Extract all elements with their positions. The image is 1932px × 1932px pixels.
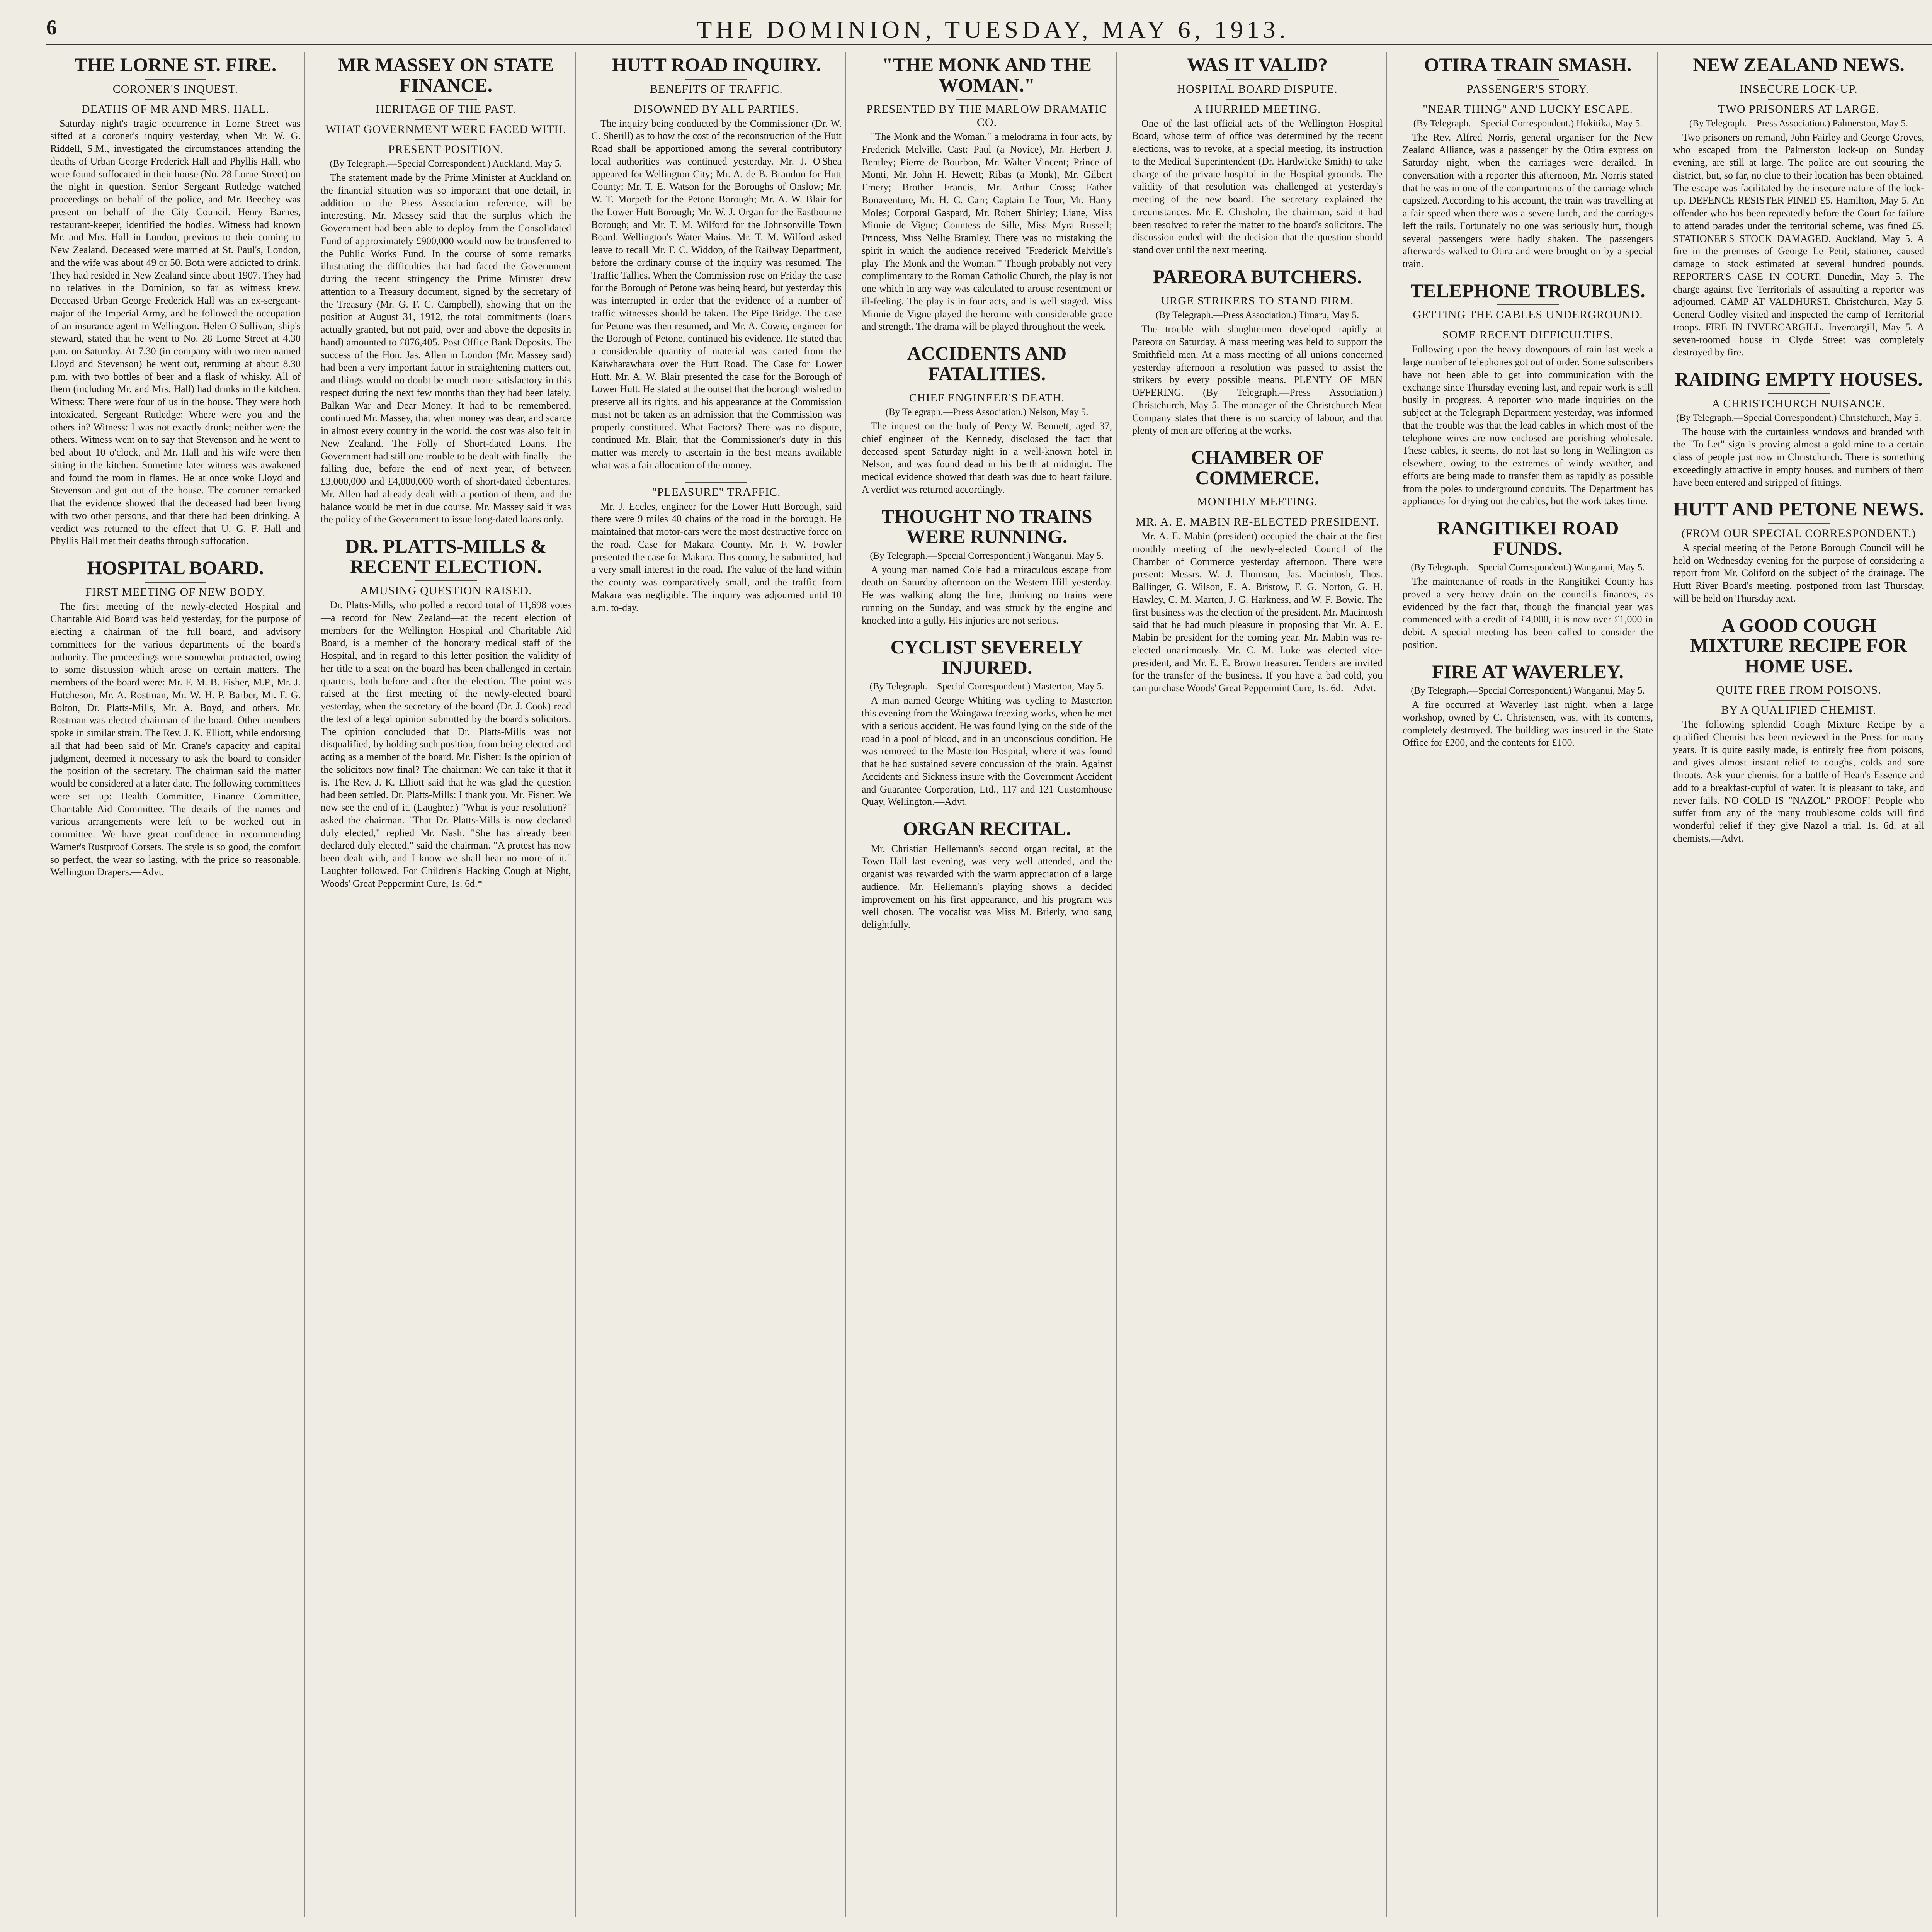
article-subheading: MR. A. E. MABIN RE-ELECTED PRESIDENT. — [1135, 515, 1379, 528]
article-headline: A GOOD COUGH MIXTURE RECIPE FOR HOME USE. — [1690, 614, 1907, 677]
article-subheading: DEATHS OF MR AND MRS. HALL. — [81, 102, 270, 116]
article — [862, 54, 1112, 333]
article-byline: (By Telegraph.—Special Correspondent.) Wanganui, May 5. — [1411, 685, 1645, 696]
divider-rule — [685, 482, 747, 483]
article-subheading: AMUSING QUESTION RAISED. — [360, 584, 532, 597]
article — [1403, 518, 1653, 651]
divider-rule — [145, 582, 206, 583]
article-headline: THOUGHT NO TRAINS WERE RUNNING. — [881, 505, 1092, 547]
article-subheading: PASSENGER'S STORY. — [1466, 82, 1589, 95]
divider-rule — [1768, 523, 1830, 524]
article-body: The Rev. Alfred Norris, general organiser for the New Zealand Alliance, was a passenger by the Otira express on Saturday night, when the carriages were derailed. In conversation with a reporter this afternoon, Mr. Norris stated that he was in one of the compartments of the carriage which capsized. According to his account, the train was travelling at a fair speed when there was a severe lurch, and the carriages left the rails. Fortunately no one was seriously hurt, though several passengers were badly shaken. The passengers afterwards walked to Otira and were brought on by a special train. — [1403, 131, 1653, 269]
article — [1403, 54, 1653, 270]
article-subheading: HERITAGE OF THE PAST. — [376, 103, 516, 116]
column-1 — [46, 52, 305, 1917]
article — [591, 482, 842, 614]
divider-rule — [685, 79, 747, 80]
article-headline: HUTT ROAD INQUIRY. — [612, 54, 821, 75]
article-subheading: DISOWNED BY ALL PARTIES. — [634, 102, 799, 116]
article-headline: RAIDING EMPTY HOUSES. — [1675, 368, 1923, 390]
divider-rule — [1768, 79, 1830, 80]
article-body: The house with the curtainless windows and branded with the "To Let" sign is proving almost a gold mine to a certain class of people just now in Christchurch. There is something exceedingly attractive in empty houses, and numbers of them have been entered and stripped of fittings. — [1673, 426, 1924, 488]
article-body: The inquest on the body of Percy W. Bennett, aged 37, chief engineer of the Kennedy, disclosed the fact that deceased spent Saturday night in a well-known hotel in Nelson, and was found dead in his berth at midnight. The medical evidence showed that death was due to heart failure. A verdict was returned accordingly. — [862, 420, 1112, 495]
article-body: The inquiry being conducted by the Commissioner (Dr. W. C. Sherill) as to how the cost of the reconstruction of the Hutt Road shall be apportioned among the several contributory local authorities was continued yesterday. Mr. J. O'Shea appeared for Wellington City; Mr. A. de B. Brandon for Hutt County; Mr. T. E. Watson for the Boroughs of Onslow; Mr. W. T. Morpeth for the Petone Borough; Mr. A. W. Blair for the Lower Hutt Borough; Mr. W. J. Organ for the Eastbourne Borough; and Mr. T. M. Wilford for the Johnsonville Town Board. Wellington's Water Mains. Mr. T. M. Wilford asked leave to recall Mr. F. C. Widdop, of the Railway Department, before the ordinary course of the inquiry was resumed. The Traffic Tallies. When the Commission rose on Friday the case for the Borough of Petone was being heard, but yesterday this was interrupted in order that the evidence of a number of traffic witnesses should be taken. The Pipe Bridge. The case for Petone was then resumed, and Mr. A. Cowie, engineer for the Borough of Petone, continued his evidence. He stated that a considerable quantity of material was carted from the Kaiwharawhara over the Hutt Road. The Case for Lower Hutt. Mr. A. W. Blair presented the case for the Borough of Lower Hutt. He stated at the outset that the borough wished to preserve all its rights, and his appearance at the Commission must not be taken as an admission that the Commission was properly constituted. What Factors? There was no dispute, continued Mr. Blair, that the Commissioner's duty in this matter was merely to ascertain in the best means available what was a fair allocation of the money. — [591, 117, 842, 471]
divider-rule — [1226, 99, 1288, 100]
article-body: Mr. Christian Hellemann's second organ recital, at the Town Hall last evening, was very well attended, and the organist was rewarded with the warm appreciation of a large audience. Mr. Hellemann's playing shows a decided improvement on his first appearance, and his program was well chosen. The vocalist was Miss M. Brierly, who sang delightfully. — [862, 843, 1112, 930]
article-body: Two prisoners on remand, John Fairley and George Groves, who escaped from the Palmerston lock-up on Sunday evening, are still at large. The police are out scouring the district, but, so far, no clue to their location has been obtained. The escape was facilitated by the insecure nature of the lock-up. DEFENCE RESISTER FINED £5. Hamilton, May 5. An offender who has been repeatedly before the Court for failure to attend parades under the territorial scheme, was fined £5. STATIONER'S STOCK DAMAGED. Auckland, May 5. A fire in the premises of George Le Petit, stationer, caused damage to stock estimated at several hundred pounds. REPORTER'S CASE IN COURT. Dunedin, May 5. The charge against five Territorials of assaulting a reporter was adjourned. CAMP AT VALDHURST. Christchurch, May 5. General Godley visited and inspected the camp of Territorial troops. FIRE IN INVERCARGILL. Invercargill, May 5. A seven-roomed house in Clyde Street was completely destroyed by fire. — [1673, 131, 1924, 358]
article — [321, 536, 571, 890]
article — [1403, 281, 1653, 508]
article-headline: OTIRA TRAIN SMASH. — [1424, 54, 1632, 75]
article-headline: MR MASSEY ON STATE FINANCE. — [338, 54, 554, 96]
article-subheading: PRESENTED BY THE MARLOW DRAMATIC CO. — [866, 103, 1107, 129]
article-subheading: CORONER'S INQUEST. — [112, 82, 238, 95]
article-byline: (By Telegraph.—Special Correspondent.) Christchurch, May 5. — [1676, 412, 1922, 423]
article — [50, 558, 301, 879]
newspaper-title: THE DOMINION, TUESDAY, MAY 6, 1913. — [697, 16, 1289, 43]
column-3 — [587, 52, 846, 1917]
article-body: The trouble with slaughtermen developed rapidly at Pareora on Saturday. A mass meeting was held to support the Smithfield men. At a mass meeting of all unions concerned yesterday afternoon a resolution was passed to assist the strikers by every possible means. PLENTY OF MEN OFFERING. (By Telegraph.—Press Association.) Christchurch, May 5. The manager of the Christchurch Meat Company states that there is no scarcity of labour, and that plenty of men are offering at the works. — [1132, 323, 1383, 436]
article — [1132, 447, 1383, 695]
article-subheading: INSECURE LOCK-UP. — [1740, 82, 1858, 95]
divider-rule — [1768, 99, 1830, 100]
column-4 — [858, 52, 1117, 1917]
article-body: One of the last official acts of the Wellington Hospital Board, whose term of office was determined by the recent elections, was to revoke, at a special meeting, its instruction to the Medical Superintendent (Dr. Hardwicke Smith) to take charge of the private hospital in the Hospital grounds. The validity of that resolution was challenged at yesterday's meeting of the new board. The secretary explained the circumstances. Mr. E. Chisholm, the chairman, said it had been resolved to refer the matter to the board's solicitors. The discussion ended with the decision that the question should stand over until the next meeting. — [1132, 117, 1383, 255]
divider-rule — [415, 580, 477, 581]
article-subheading: URGE STRIKERS TO STAND FIRM. — [1161, 294, 1354, 308]
divider-rule — [145, 79, 206, 80]
article-subheading: "PLEASURE" TRAFFIC. — [652, 485, 781, 498]
article — [1132, 267, 1383, 437]
divider-rule — [1497, 304, 1559, 305]
article-headline: PAREORA BUTCHERS. — [1153, 265, 1362, 287]
article-body: Mr. J. Eccles, engineer for the Lower Hutt Borough, said there were 9 miles 40 chains of the road in the borough. He maintained that motor-cars were the most destructive force on the road. Case for Makara County. Mr. F. W. Fowler presented the case for Makara. This county, he submitted, had a very small interest in the road. The value of the land within the county was comparatively small, and the traffic from Makara was negligible. The inquiry was adjourned until 10 a.m. to-day. — [591, 500, 842, 613]
article — [1132, 54, 1383, 257]
article-byline: (By Telegraph.—Special Correspondent.) Auckland, May 5. — [330, 158, 562, 169]
article-subheading: BY A QUALIFIED CHEMIST. — [1721, 704, 1876, 716]
article-subheading: CHIEF ENGINEER'S DEATH. — [909, 391, 1065, 404]
divider-rule — [956, 99, 1018, 100]
article-body: The maintenance of roads in the Rangitikei County has proved a very heavy drain on the council's finances, as evidenced by the fact that, though the financial year was commenced with a credit of £4,000, it is now over £1,000 in debit. A special meeting has been called to consider the position. — [1403, 576, 1653, 650]
article-subheading: BENEFITS OF TRAFFIC. — [650, 82, 783, 95]
masthead — [46, 15, 1932, 45]
article-subheading: PRESENT POSITION. — [388, 143, 504, 156]
article — [1673, 369, 1924, 489]
article-body: "The Monk and the Woman," a melodrama in four acts, by Frederick Melville. Cast: Paul (a Novice), Mr. Herbert J. Bentley; Pierre de Bourbon, Mr. Walter Vincent; Prince of Monti, Mr. John H. Hewett; Ribas (a Monk), Mr. Gilbert Emery; Brother Francis, Mr. Arthur Cross; Father Bonaventure, Mr. H. C. Carr; Captain Le Tour, Mr. Harry Moles; Corporal Gaspard, Mr. Robert Shirley; Liane, Miss Minnie de Vigne; Countess de Sille, Miss Myra Russell; Princess, Miss Nellie Bramley. There was no mistaking the spirit in which the audience received "Frederick Melville's play 'The Monk and the Woman.'" Though probably not very complimentary to the Roman Catholic Church, the play is not one which in any way was calculated to arouse resentment or ill-feeling. The play is in four acts, and is well staged. Miss Minnie de Vigne played the heroine with considerable grace and strength. The drama will be played throughout the week. — [862, 131, 1112, 332]
article-subheading: WHAT GOVERNMENT WERE FACED WITH. — [325, 123, 566, 136]
article-body: The following splendid Cough Mixture Recipe by a qualified Chemist has been reviewed in the Press for many years. It is quite easily made, is entirely free from poisons, and gives almost instant relief to coughs, colds and sore throats. Ask your chemist for a bottle of Hean's Essence and add to a breakfast-cupful of water. It is pleasant to take, and never fails. NO COLD IS "NAZOL" PROOF! People who suffer from any of the many troublesome colds will find wonderful relief if they give Nazol a trial. 1s. 6d. at all chemists.—Advt. — [1673, 719, 1924, 844]
divider-rule — [415, 139, 477, 140]
article-headline: THE LORNE ST. FIRE. — [74, 54, 277, 75]
article — [50, 54, 301, 548]
divider-rule — [415, 99, 477, 100]
article-headline: DR. PLATTS-MILLS & RECENT ELECTION. — [345, 535, 546, 577]
divider-rule — [145, 99, 206, 100]
article-subheading: (FROM OUR SPECIAL CORRESPONDENT.) — [1681, 527, 1916, 540]
article-byline: (By Telegraph.—Special Correspondent.) Masterton, May 5. — [869, 681, 1104, 692]
article-headline: HOSPITAL BOARD. — [87, 557, 264, 578]
divider-rule — [1226, 79, 1288, 80]
article — [1403, 662, 1653, 750]
article-body: Mr. A. E. Mabin (president) occupied the chair at the first monthly meeting of the newly-elected Council of the Chamber of Commerce yesterday afternoon. There were present: Messrs. W. J. Thomson, Jas. Macintosh, Thos. Ballinger, G. Wilson, E. A. Bristow, F. G. Norton, G. H. Hawley, C. M. Marten, J. G. Harkness, and W. F. Bowie. The first business was the election of the president. Mr. Macintosh said that he had much pleasure in proposing that Mr. A. E. Mabin be president for the coming year. Mr. Mabin was re-elected unanimously. Mr. C. M. Luke was elected vice-president, and Mr. E. E. Brown treasurer. Tenders are invited for the transfer of the business. If you have a bad cold, you can purchase Woods' Great Peppermint Cure, 1s. 6d.—Advt. — [1132, 531, 1383, 694]
article-subheading: FIRST MEETING OF NEW BODY. — [85, 585, 266, 599]
article-subheading: GETTING THE CABLES UNDERGROUND. — [1413, 308, 1643, 321]
divider-rule — [1497, 99, 1559, 100]
article-headline: ACCIDENTS AND FATALITIES. — [907, 342, 1067, 384]
article — [862, 343, 1112, 496]
article-body: A young man named Cole had a miraculous escape from death on Saturday afternoon on the Western Hill yesterday. He was walking along the line, thinking no trains were running on the Sunday, and was struck by the engine and knocked into a gully. His injuries are not serious. — [862, 564, 1112, 626]
article-subheading: QUITE FREE FROM POISONS. — [1716, 684, 1881, 696]
article-headline: TELEPHONE TROUBLES. — [1410, 279, 1645, 301]
article-subheading: A CHRISTCHURCH NUISANCE. — [1712, 397, 1886, 410]
article — [591, 54, 842, 472]
article-headline: HUTT AND PETONE NEWS. — [1673, 498, 1924, 520]
column-5 — [1128, 52, 1387, 1917]
divider-rule — [1768, 700, 1830, 701]
article-subheading: SOME RECENT DIFFICULTIES. — [1442, 328, 1614, 342]
article-headline: WAS IT VALID? — [1187, 54, 1328, 75]
article-headline: "THE MONK AND THE WOMAN." — [882, 54, 1092, 96]
divider-rule — [1497, 79, 1559, 80]
column-7 — [1669, 52, 1928, 1917]
article-body: A fire occurred at Waverley last night, when a large workshop, owned by C. Christensen, was, with its contents, completely destroyed. The building was insured in the State Office for £200, and the contents for £100. — [1403, 699, 1653, 748]
article-body: The statement made by the Prime Minister at Auckland on the financial situation was so important that one detail, in addition to the Press Association reference, will be interesting. Mr. Massey said that the surplus which the Government had been able to deploy from the Consolidated Fund of approximately £900,000 would now be transferred to the Public Works Fund. In the course of some remarks illustrating the difficulties that had faced the Government during the recent stringency the Prime Minister drew attention to a Treasury document, signed by the secretary of the Treasury (Mr. G. F. C. Campbell), showing that on the position at August 31, 1912, the total commitments (loans actually granted, but not paid, over and above the deposits in hand) amounted to £876,405. Post Office Bank Deposits. The success of the Hon. Jas. Allen in London (Mr. Massey said) had been a very important factor in straightening matters out, and things would no doubt be much more satisfactory in this respect during the next few months than they had been lately. Balkan War and Dear Money. It had to be remembered, continued Mr. Massey, that when money was dear, and scarce in almost every country in the world, the cost was also felt in New Zealand. The Folly of Short-dated Loans. The Government had still one trouble to be dealt with finally—the falling due, before the end of next year, of between £3,000,000 and £4,000,000 worth of short-dated debentures. Mr. Allen had already dealt with a portion of them, and the balance would be met in due course. Mr. Massey said it was the policy of the Government to issue long-dated loans only. — [321, 172, 571, 525]
article-byline: (By Telegraph.—Press Association.) Timaru, May 5. — [1155, 310, 1359, 321]
article — [862, 818, 1112, 931]
article-subheading: "NEAR THING" AND LUCKY ESCAPE. — [1423, 102, 1633, 116]
article — [1673, 54, 1924, 359]
article-body: A special meeting of the Petone Borough Council will be held on Wednesday evening for the purpose of considering a report from Mr. Coliford on the subject of the drainage. The Hutt River Board's meeting, postponed from last Thursday, will be held on Thursday next. — [1673, 542, 1924, 604]
article-body: Following upon the heavy downpours of rain last week a large number of telephones got out of order. Some subscribers have not been able to get into communication with the exchange since Thursday evening last, and repair work is still busily in progress. A reporter who made inquiries on the subject at the Telegraph Department yesterday, was informed that the trouble was that the lead cables in which most of the telephone wires are now enclosed are perishing wholesale. These cables, it seems, do not last so long in Wellington as elsewhere, owing to the extremes of windy weather, and efforts are being made to transfer them as rapidly as possible from the poles to underground conduits. The Department has appliances for drying out the cables, but the work takes time. — [1403, 344, 1653, 507]
article — [862, 506, 1112, 627]
article-headline: ORGAN RECITAL. — [903, 818, 1071, 839]
article-body: Saturday night's tragic occurrence in Lorne Street was sifted at a coroner's inquiry yesterday, when Mr. W. G. Riddell, S.M., investigated the circumstances attending the deaths of Urban George Frederick Hall and Phyllis Hall, who were found suffocated in their house (No. 28 Lorne Street) on the night in question. Senior Sergeant Rutledge watched proceedings on behalf of the police, and Mr. Beechey was present on behalf of the City Council. Henry Barnes, restaurant-keeper, identified the bodies. Witness had known Mr. and Mrs. Hall in London, previous to their coming to New Zealand. Deceased were married at St. Paul's, London, and the wife was about 49 or 50. Both were addicted to drink. They had resided in New Zealand since about 1907. They had no relatives in the Dominion, so far as witness knew. Deceased Urban George Frederick Hall was an ex-sergeant-major of the Imperial Army, and he followed the occupation of an insurance agent in Wellington. Helen O'Sullivan, ship's steward, stated that he went to No. 28 Lorne Street at 4.30 p.m. on Saturday. At 7.30 (in company with two men named Lloyd and Stevenson) he went out, returning at about 8.30 p.m. with two bottles of beer and a flask of whisky. All of them (including Mr. and Mrs. Hall) had drinks in the kitchen. Witness: There were four of us in the house. They were both intoxicated. Sergeant Rutledge: Where were you and the others in? Witness: I was not exactly drunk; neither were the others. Witness went on to say that Stevenson and he went to bed about 10 o'clock, and Mr. Hall and his wife were then sitting in the kitchen. Sometime later witness was awakened and found the room in flames. He at once woke Lloyd and Stevenson and got out of the house. The coroner remarked that the evidence showed that the deceased had been living with two other persons, and that there had been drinking. A verdict was returned to the effect that U. G. F. Hall and Phyllis Hall met their deaths through suffocation. — [50, 117, 301, 547]
divider-rule — [685, 99, 747, 100]
article-byline: (By Telegraph.—Special Correspondent.) Wanganui, May 5. — [870, 550, 1104, 561]
article-headline: RANGITIKEI ROAD FUNDS. — [1437, 517, 1619, 559]
article-subheading: TWO PRISONERS AT LARGE. — [1718, 102, 1879, 116]
article-body: A man named George Whiting was cycling to Masterton this evening from the Waingawa freezing works, when he met with a serious accident. He was found lying on the side of the road in a pool of blood, and in an unconscious condition. He was removed to the Masterton Hospital, where it was found that he had sustained severe concussion of the brain. Against Accidents and Sickness insure with the Government Accident and Guarantee Corporation, Ltd., 117 and 121 Customhouse Quay, Wellington.—Advt. — [862, 695, 1112, 808]
article-headline: NEW ZEALAND NEWS. — [1693, 54, 1905, 75]
divider-rule — [415, 119, 477, 120]
article-subheading: A HURRIED MEETING. — [1194, 102, 1321, 116]
article-headline: CYCLIST SEVERELY INJURED. — [890, 636, 1083, 678]
article-body: Dr. Platts-Mills, who polled a record total of 11,698 votes—a record for New Zealand—at the recent election of members for the Wellington Hospital and Charitable Aid Board, is a member of the honorary medical staff of the Hospital, and in regard to this letter position the validity of her title to a seat on the board has been challenged in certain quarters, both before and after the election. The point was raised at the first meeting of the newly-elected board yesterday, when the secretary of the board (Dr. J. Cook) read the text of a legal opinion submitted by the board's solicitors. The opinion concluded that Dr. Platts-Mills was not disqualified, by holding such position, from being elected and acting as a member of the board. Mr. Fisher: Is the opinion of the solicitors now final? The chairman: We can take it that it is. The Rev. J. K. Elliott said that he was glad the question had been settled. Dr. Platts-Mills: I thank you. Mr. Fisher: We now see the end of it. (Laughter.) "What is your resolution?" asked the chairman. "That Dr. Platts-Mills is now declared duly elected," replied Mr. Nash. "She has already been declared duly elected," said the chairman. "A protest has now been dealt with, and I know we shall hear no more of it." Laughter followed. For Children's Hacking Cough at Night, Woods' Great Peppermint Cure, 1s. 6d.* — [321, 599, 571, 889]
article-byline: (By Telegraph.—Press Association.) Nelson, May 5. — [885, 407, 1088, 417]
article — [321, 54, 571, 526]
article-subheading: HOSPITAL BOARD DISPUTE. — [1177, 82, 1338, 95]
article-byline: (By Telegraph.—Press Association.) Palmerston, May 5. — [1689, 118, 1908, 129]
divider-rule — [1768, 393, 1830, 394]
article — [1673, 615, 1924, 845]
article-byline: (By Telegraph.—Special Correspondent.) Hokitika, May 5. — [1413, 118, 1643, 129]
article-byline: (By Telegraph.—Special Correspondent.) Wanganui, May 5. — [1411, 562, 1645, 573]
article-headline: FIRE AT WAVERLEY. — [1432, 660, 1624, 682]
column-2 — [317, 52, 576, 1917]
page-number: 6 — [46, 16, 57, 39]
column-6 — [1399, 52, 1658, 1917]
article-headline: CHAMBER OF COMMERCE. — [1191, 446, 1324, 488]
article — [1673, 499, 1924, 605]
article-subheading: MONTHLY MEETING. — [1197, 495, 1318, 508]
article-body: The first meeting of the newly-elected Hospital and Charitable Aid Board was held yesterday, for the purpose of electing a chairman of the full board, and advisory committees for the various departments of the board's authority. The proceedings were somewhat protracted, owing to some discussion which arose on certain matters. The members of the board were: Mr. F. M. B. Fisher, M.P., Mr. J. Hutcheson, Mr. A. Rostman, Mr. W. H. P. Barber, Mr. F. G. Bolton, Dr. Platts-Mills, Mr. A. Boyd, and others. Mr. Rostman was elected chairman of the board. Other members spoke in similar strain. The Rev. J. K. Elliott, while endorsing all that had been said of Mr. Crane's capacity and capital judgment, deemed it necessary to ask the board to consider the position of the secretary. The chairman said the matter would be considered at a later date. The following committees were set up: Health Committee, Finance Committee, Charitable Aid Committee. The details of the names and various arrangements were left to be worked out in committee. We have great confidence in recommending Warner's Rustproof Corsets. The style is so good, the comfort so perfect, the wear so lasting, with the price so reasonable. Wellington Drapers.—Advt. — [50, 600, 301, 878]
article — [862, 637, 1112, 808]
